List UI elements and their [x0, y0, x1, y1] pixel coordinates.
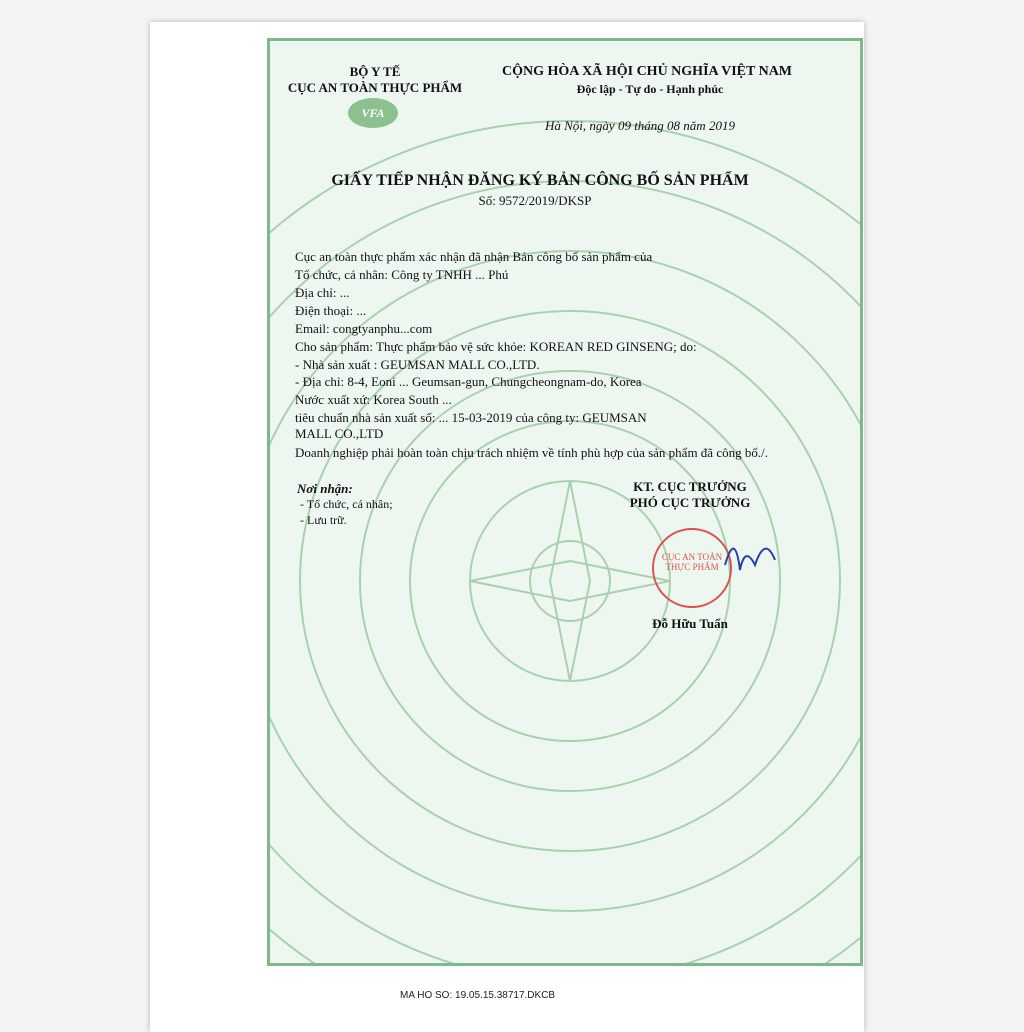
motto: Độc lập - Tự do - Hạnh phúc: [576, 82, 724, 96]
body-line: - Nhà sản xuất : GEUMSAN MALL CO.,LTD.: [295, 357, 540, 372]
body-line: Email: congtyanphu...com: [295, 321, 433, 336]
body-line: Địa chỉ: ...: [295, 285, 350, 300]
signer-name: Đỗ Hữu Tuấn: [652, 616, 728, 631]
issue-date: Hà Nội, ngày 09 tháng 08 năm 2019: [545, 118, 735, 133]
signer-title: KT. CỤC TRƯỞNG: [633, 479, 747, 494]
document-title: GIẤY TIẾP NHẬN ĐĂNG KÝ BẢN CÔNG BỐ SẢN PHẨM: [331, 172, 749, 189]
vfa-logo: VFA: [348, 98, 398, 128]
body-line: - Địa chỉ: 8-4, Eoni ... Geumsan-gun, Chungcheongnam-do, Korea: [295, 374, 642, 389]
official-stamp: CỤC AN TOÀN THỰC PHẨM: [652, 528, 732, 608]
recipients-title: Nơi nhận:: [297, 481, 353, 496]
country-name: CỘNG HÒA XÃ HỘI CHỦ NGHĨA VIỆT NAM: [502, 64, 793, 79]
signature-mark: [720, 525, 780, 585]
body-line: Điện thoại: ...: [295, 303, 367, 318]
recipient-item: - Lưu trữ.: [300, 513, 347, 527]
body-line: Cục an toàn thực phẩm xác nhận đã nhận Bản công bố sản phẩm của: [295, 249, 653, 264]
body-line: Tổ chức, cá nhân: Công ty TNHH ... Phú: [295, 267, 509, 282]
body-line: MALL CO.,LTD: [295, 426, 384, 441]
dossier-number: MA HO SO: 19.05.15.38717.DKCB: [400, 990, 556, 1001]
body-line: Nước xuất xứ: Korea South ...: [295, 392, 452, 407]
ministry-name: BỘ Y TẾ: [349, 64, 401, 79]
recipient-item: - Tổ chức, cá nhân;: [300, 497, 393, 511]
agency-name: CỤC AN TOÀN THỰC PHẨM: [287, 80, 463, 95]
document-number: Số: 9572/2019/DKSP: [478, 193, 592, 208]
body-line: Cho sản phẩm: Thực phẩm bảo vệ sức khỏe: KOREAN RED GINSENG; do:: [295, 339, 697, 354]
signer-position: PHÓ CỤC TRƯỞNG: [629, 495, 751, 510]
body-line: tiêu chuẩn nhà sản xuất số: ... 15-03-2019 của công ty: GEUMSAN: [295, 410, 647, 425]
body-line: Doanh nghiệp phải hoàn toàn chịu trách nhiệm về tính phù hợp của sản phẩm đã công bố./.: [295, 445, 768, 460]
